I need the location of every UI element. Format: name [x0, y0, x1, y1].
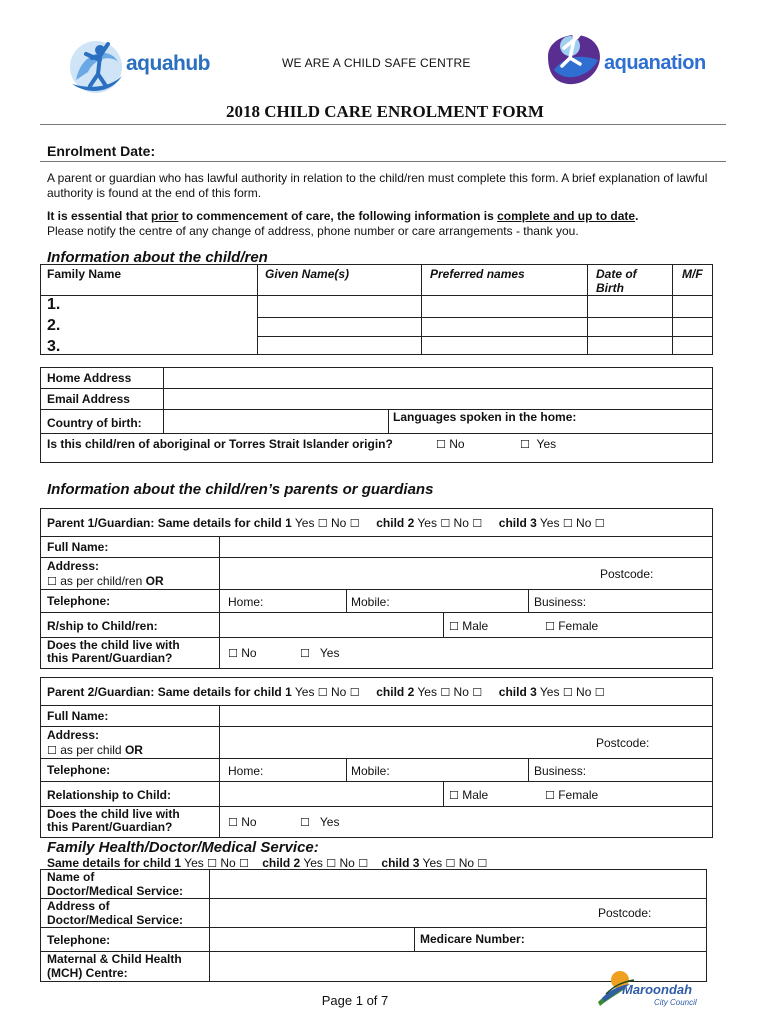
notify-paragraph: Please notify the centre of any change of address, phone number or care arrangements - thank you.	[47, 224, 579, 238]
aquahub-logo	[66, 36, 226, 98]
parent2-as-per-option[interactable]: ☐ as per child OR	[47, 743, 143, 757]
children-section-heading: Information about the child/ren	[47, 249, 268, 266]
checkbox-icon[interactable]: ☐	[326, 857, 337, 870]
checkbox-icon[interactable]: ☐	[239, 857, 249, 870]
checkbox-icon[interactable]: ☐	[440, 686, 451, 699]
intro-paragraph: A parent or guardian who has lawful authority in relation to the child/ren must complete this form. A brief explanation of lawful authority is found at the end of this form.	[47, 171, 708, 200]
parent1-mobile-label: Mobile:	[351, 595, 390, 609]
medical-address-label: Address of Doctor/Medical Service:	[47, 899, 184, 927]
child-row-1: 1.	[47, 296, 61, 313]
enrolment-date-label: Enrolment Date:	[47, 143, 156, 159]
aboriginal-question: Is this child/ren of aboriginal or Torres Strait Islander origin?	[47, 437, 393, 451]
checkbox-icon[interactable]: ☐	[449, 789, 459, 802]
form-title: 2018 CHILD CARE ENROLMENT FORM	[226, 102, 544, 121]
checkbox-icon[interactable]: ☐	[47, 744, 57, 757]
checkbox-icon[interactable]: ☐	[449, 620, 459, 633]
checkbox-icon[interactable]: ☐	[349, 517, 360, 530]
medicare-number-label: Medicare Number:	[420, 932, 525, 946]
checkbox-icon[interactable]: ☐	[317, 517, 328, 530]
enrolment-date-rule	[40, 161, 726, 162]
checkbox-icon[interactable]: ☐	[317, 686, 328, 699]
checkbox-icon[interactable]: ☐	[436, 438, 446, 451]
parent1-business-label: Business:	[534, 595, 587, 609]
parent2-lives-no-option[interactable]: ☐ No	[228, 815, 257, 829]
parent2-female-option[interactable]: ☐ Female	[545, 788, 599, 802]
maroondah-logo	[596, 968, 716, 1008]
medical-telephone-label: Telephone:	[47, 933, 111, 947]
parent1-same-details: Parent 1/Guardian: Same details for child 1 Yes ☐ No ☐ child 2 Yes ☐ No ☐ child 3 Yes ☐ No ☐	[47, 516, 605, 530]
parent2-lives-yes-option[interactable]: ☐ Yes	[300, 815, 340, 829]
checkbox-icon[interactable]: ☐	[472, 517, 483, 530]
parent1-male-option[interactable]: ☐ Male	[449, 619, 489, 633]
parent2-home-label: Home:	[228, 764, 264, 778]
parents-section-heading: Information about the child/ren’s parents or guardians	[47, 481, 434, 498]
parent1-full-name-label: Full Name:	[47, 540, 109, 554]
parent1-female-option[interactable]: ☐ Female	[545, 619, 599, 633]
parent1-lives-yes-option[interactable]: ☐ Yes	[300, 646, 340, 660]
checkbox-icon[interactable]: ☐	[300, 647, 310, 660]
title-rule	[40, 124, 726, 125]
country-of-birth-label: Country of birth:	[47, 416, 142, 430]
parent2-full-name-label: Full Name:	[47, 709, 109, 723]
aquahub-logo-text: aquahub	[126, 52, 210, 75]
child-row-2: 2.	[47, 317, 61, 334]
checkbox-icon[interactable]: ☐	[228, 816, 238, 829]
parent1-as-per-option[interactable]: ☐ as per child/ren OR	[47, 574, 164, 588]
checkbox-icon[interactable]: ☐	[477, 857, 488, 870]
col-date-of-birth: Date of Birth	[596, 267, 637, 295]
languages-label: Languages spoken in the home:	[393, 410, 577, 424]
checkbox-icon[interactable]: ☐	[545, 620, 555, 633]
parent2-rship-label: Relationship to Child:	[47, 788, 171, 802]
col-family-name: Family Name	[47, 267, 122, 281]
medical-postcode-label: Postcode:	[598, 906, 652, 920]
col-preferred-names: Preferred names	[430, 267, 525, 281]
maroondah-logo-text: Maroondah	[622, 982, 693, 997]
checkbox-icon[interactable]: ☐	[349, 686, 360, 699]
child-safe-text: WE ARE A CHILD SAFE CENTRE	[282, 56, 471, 70]
checkbox-icon[interactable]: ☐	[445, 857, 456, 870]
mch-centre-label: Maternal & Child Health (MCH) Centre:	[47, 952, 182, 980]
checkbox-icon[interactable]: ☐	[594, 517, 605, 530]
parent1-home-label: Home:	[228, 595, 264, 609]
checkbox-icon[interactable]: ☐	[520, 438, 530, 451]
checkbox-icon[interactable]: ☐	[472, 686, 483, 699]
aquanation-logo	[540, 26, 720, 90]
parent1-address-label: Address:	[47, 559, 100, 573]
parent2-address-label: Address:	[47, 728, 100, 742]
email-address-label: Email Address	[47, 392, 130, 406]
col-given-names: Given Name(s)	[265, 267, 350, 281]
checkbox-icon[interactable]: ☐	[358, 857, 369, 870]
parent1-rship-label: R/ship to Child/ren:	[47, 619, 158, 633]
maroondah-logo-subtext: City Council	[654, 998, 697, 1007]
checkbox-icon[interactable]: ☐	[440, 517, 451, 530]
checkbox-icon[interactable]: ☐	[562, 517, 573, 530]
parent2-lives-with-label: Does the child live with this Parent/Guardian?	[47, 807, 180, 834]
parent2-male-option[interactable]: ☐ Male	[449, 788, 489, 802]
parent1-lives-with-label: Does the child live with this Parent/Guardian?	[47, 638, 180, 665]
checkbox-icon[interactable]: ☐	[594, 686, 605, 699]
parent2-business-label: Business:	[534, 764, 587, 778]
medical-same-details: Same details for child 1 Yes ☐ No ☐ child 2 Yes ☐ No ☐ child 3 Yes ☐ No ☐	[47, 856, 488, 870]
medical-section-heading: Family Health/Doctor/Medical Service:	[47, 839, 319, 856]
checkbox-icon[interactable]: ☐	[228, 647, 238, 660]
parent1-telephone-label: Telephone:	[47, 594, 111, 608]
col-mf: M/F	[682, 267, 703, 281]
parent2-postcode-label: Postcode:	[596, 736, 650, 750]
aboriginal-no-option[interactable]: ☐ No	[436, 437, 465, 451]
home-address-label: Home Address	[47, 371, 132, 385]
parent2-same-details: Parent 2/Guardian: Same details for child 1 Yes ☐ No ☐ child 2 Yes ☐ No ☐ child 3 Yes ☐ No ☐	[47, 685, 605, 699]
essential-paragraph: It is essential that prior to commencement of care, the following information is complete and up to date.	[47, 209, 639, 223]
parent1-lives-no-option[interactable]: ☐ No	[228, 646, 257, 660]
checkbox-icon[interactable]: ☐	[300, 816, 310, 829]
checkbox-icon[interactable]: ☐	[47, 575, 57, 588]
aboriginal-yes-option[interactable]: ☐ Yes	[520, 437, 557, 451]
checkbox-icon[interactable]: ☐	[207, 857, 217, 870]
checkbox-icon[interactable]: ☐	[562, 686, 573, 699]
parent1-postcode-label: Postcode:	[600, 567, 654, 581]
medical-name-label: Name of Doctor/Medical Service:	[47, 870, 184, 898]
parent2-telephone-label: Telephone:	[47, 763, 111, 777]
checkbox-icon[interactable]: ☐	[545, 789, 555, 802]
page-number: Page 1 of 7	[321, 993, 389, 1008]
parent2-mobile-label: Mobile:	[351, 764, 390, 778]
aquanation-logo-text: aquanation	[604, 52, 706, 74]
child-row-3: 3.	[47, 338, 61, 355]
